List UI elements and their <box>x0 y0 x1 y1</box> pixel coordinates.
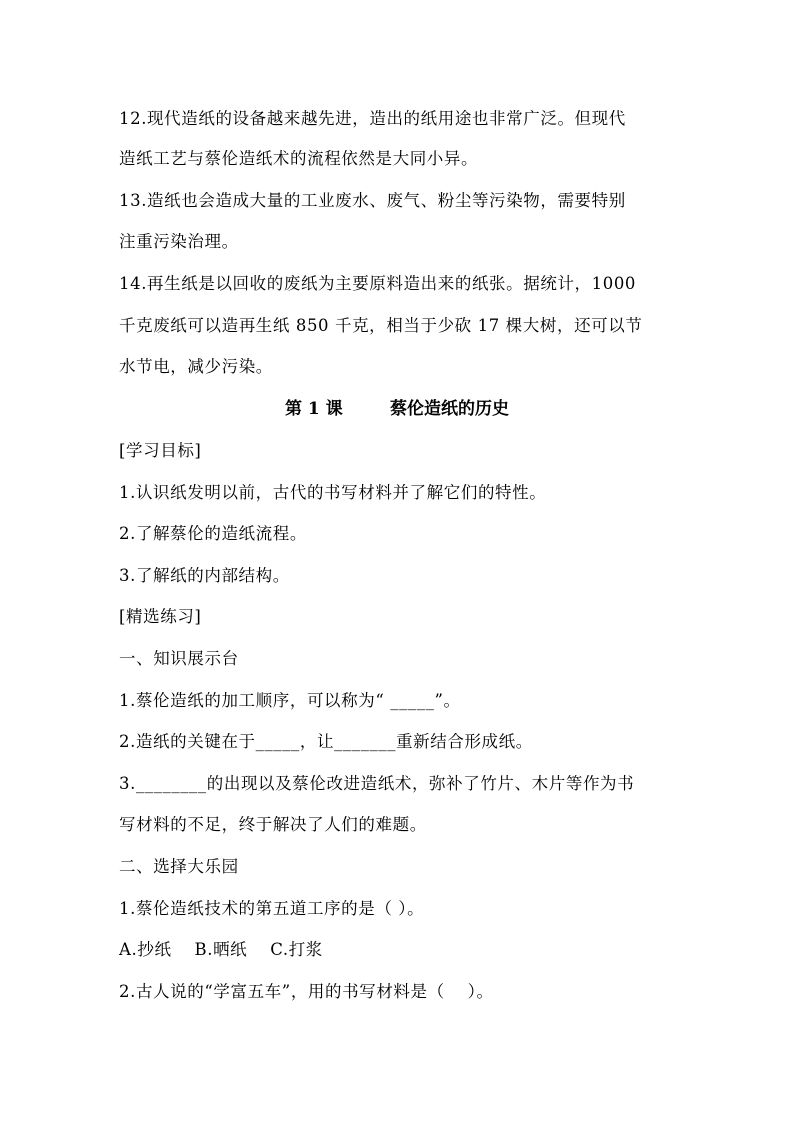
objective-item: 3.了解纸的内部结构。 <box>119 566 290 585</box>
paragraph-line: 千克废纸可以造再生纸 850 千克，相当于少砍 17 棵大树，还可以节 <box>119 316 643 335</box>
practice-heading: [精选练习] <box>119 607 202 626</box>
question-line: 写材料的不足，终于解决了人们的难题。 <box>119 815 427 834</box>
section-title: 二、选择大乐园 <box>119 857 239 876</box>
paragraph-line: 13.造纸也会造成大量的工业废水、废气、粉尘等污染物，需要特别 <box>119 191 626 210</box>
paragraph-line: 造纸工艺与蔡伦造纸术的流程依然是大同小异。 <box>119 149 479 168</box>
objective-item: 1.认识纸发明以前，古代的书写材料并了解它们的特性。 <box>119 483 547 502</box>
question-line: 2.古人说的“学富五车”，用的书写材料是（ ）。 <box>119 982 494 1001</box>
answer-options: A.抄纸 B.晒纸 C.打浆 <box>119 940 323 959</box>
question-line: 1.蔡伦造纸技术的第五道工序的是（ ）。 <box>119 899 425 918</box>
paragraph-line: 水节电，减少污染。 <box>119 357 273 376</box>
section-title: 一、知识展示台 <box>119 649 239 668</box>
lesson-title <box>0 398 794 420</box>
objective-item: 2.了解蔡伦的造纸流程。 <box>119 524 307 543</box>
question-line: 3.________的出现以及蔡伦改进造纸术，弥补了竹片、木片等作为书 <box>119 774 635 793</box>
objectives-heading: [学习目标] <box>119 441 202 460</box>
lesson-number: 第 1 课 <box>284 399 343 419</box>
question-line: 2.造纸的关键在于_____，让_______重新结合形成纸。 <box>119 732 533 751</box>
lesson-name: 蔡伦造纸的历史 <box>390 399 510 419</box>
paragraph-line: 注重污染治理。 <box>119 232 239 251</box>
question-line: 1.蔡伦造纸的加工顺序，可以称为“ _____”。 <box>119 691 461 710</box>
paragraph-line: 14.再生纸是以回收的废纸为主要原料造出来的纸张。据统计，1000 <box>119 274 637 293</box>
paragraph-line: 12.现代造纸的设备越来越先进，造出的纸用途也非常广泛。但现代 <box>119 109 626 128</box>
